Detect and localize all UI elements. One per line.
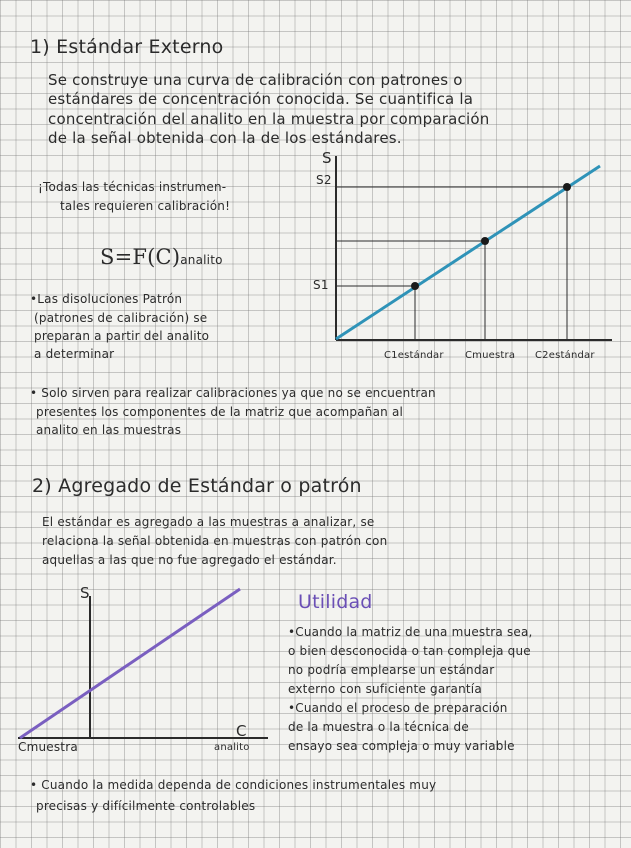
intro-line: Se construye una curva de calibración con patrones o [48, 71, 463, 89]
utility-line: externo con suficiente garantía [288, 682, 482, 696]
graph1-y-label: S [322, 149, 332, 167]
utility-title: Utilidad [298, 591, 373, 613]
graph2-x-main: C [236, 722, 247, 740]
graph2-x-sub: analito [214, 742, 250, 753]
section1-title: 1) Estándar Externo [30, 36, 224, 58]
intro-line: relaciona la señal obtenida en muestras con patrón con [42, 534, 388, 548]
graph1-x-label-c1: C1estándar [384, 350, 444, 361]
note-line: tales requieren calibración! [60, 199, 231, 213]
intro-line: aquellas a las que no fue agregado el estándar. [42, 553, 337, 567]
graph2-x-label [236, 723, 247, 739]
utility-line: •Cuando la matriz de una muestra sea, [288, 625, 533, 639]
bullet-line: •Las disoluciones Patrón [30, 292, 183, 306]
intro-line: de la señal obtenida con la de los estándares. [48, 129, 402, 147]
utility-line: no podría emplearse un estándar [288, 663, 495, 677]
bullet-line: preparan a partir del analito [34, 329, 210, 343]
formula-subscript: analito [180, 253, 223, 267]
graph2-origin-label: Cmuestra [18, 740, 78, 754]
utility-line: ensayo sea compleja o muy variable [288, 739, 515, 753]
utility-line: •Cuando el proceso de preparación [288, 701, 508, 715]
graph1-x-label-c2: C2estándar [535, 350, 595, 361]
graph1-s2-label: S2 [316, 173, 332, 187]
bullet-line: • Cuando la medida dependa de condiciones instrumentales muy [30, 778, 437, 792]
section2-title: 2) Agregado de Estándar o patrón [32, 475, 362, 497]
intro-line: El estándar es agregado a las muestras a analizar, se [42, 515, 375, 529]
intro-line: concentración del analito en la muestra por comparación [48, 110, 490, 128]
bullet-line: a determinar [34, 347, 115, 361]
bullet-line: • Solo sirven para realizar calibraciones ya que no se encuentran [30, 386, 436, 400]
graph1-x-label-cm: Cmuestra [465, 350, 516, 361]
note-line: ¡Todas las técnicas instrumen- [38, 180, 227, 194]
bullet-line: precisas y difícilmente controlables [36, 799, 256, 813]
addition-line [20, 589, 240, 738]
formula-main: S=F(C) [100, 245, 181, 269]
bullet-line: analito en las muestras [36, 423, 182, 437]
bullet-line: (patrones de calibración) se [34, 311, 208, 325]
intro-line: estándares de concentración conocida. Se cuantifica la [48, 90, 474, 108]
bullet-line: presentes los componentes de la matriz que acompañan al [36, 405, 404, 419]
utility-line: de la muestra o la técnica de [288, 720, 469, 734]
graph2-y-label: S [80, 584, 90, 602]
graph1-s1-label: S1 [313, 278, 329, 292]
utility-line: o bien desconocida o tan compleja que [288, 644, 531, 658]
